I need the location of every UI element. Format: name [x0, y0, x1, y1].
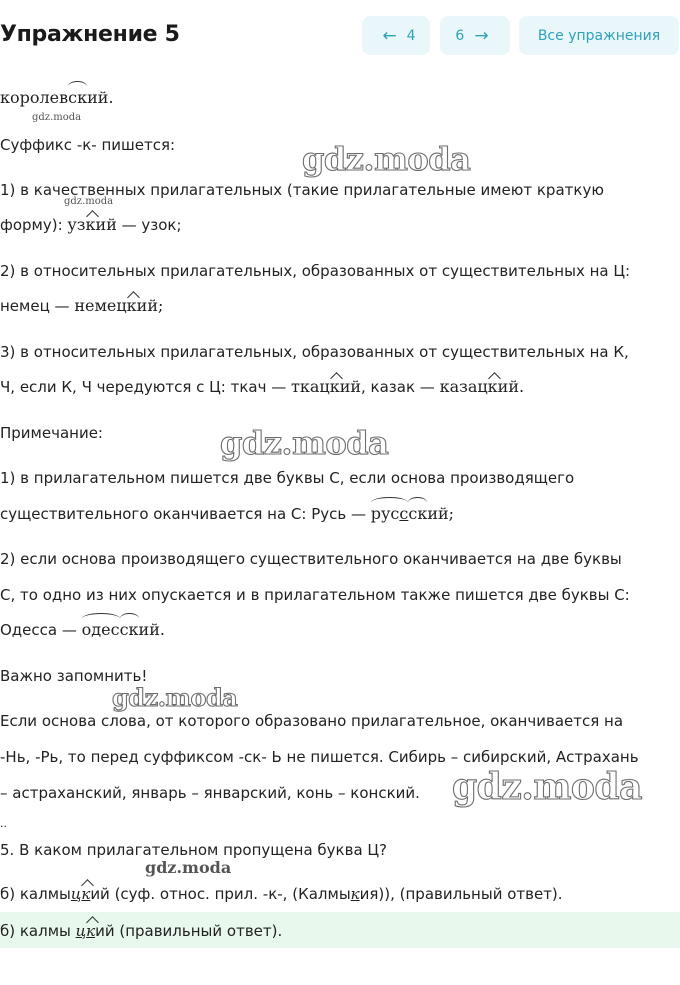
next-exercise-button[interactable] [440, 16, 510, 55]
suffix-mark: ск [119, 620, 139, 639]
note-1-line-1: 1) в прилагательном пишется две буквы С, если основа производящего [0, 469, 575, 487]
suffix-mark: к [329, 377, 340, 396]
page-header [0, 0, 680, 70]
word-part: королев [0, 88, 69, 107]
prev-exercise-button[interactable] [362, 16, 430, 55]
root-mark: русс [370, 504, 409, 523]
remember-line-2: -Нь, -Рь, то перед суффиксом -ск- Ь не пишется. Сибирь – сибирский, Астрахань [0, 748, 639, 766]
note-2-line-1: 2) если основа производящего существительного оканчивается на две буквы [0, 550, 622, 568]
watermark-small: gdz.moda [64, 196, 114, 207]
rule-1-line-2: форму): узкий — узок; [0, 215, 182, 234]
note-1-line-2: существительного оканчивается на С: Русь — руссский; [0, 504, 455, 523]
suffix-mark: ск [408, 504, 428, 523]
question-line: 5. В каком прилагательном пропущена буква Ц? [0, 841, 388, 859]
suffix-mark: к [126, 296, 137, 315]
suffix-mark: к [487, 377, 498, 396]
watermark: gdz.moda [220, 424, 389, 462]
suffix-mark: ск [68, 88, 88, 107]
rule-3-line-2: Ч, если К, Ч чередуются с Ц: ткач — ткацкий, казак — казацкий. [0, 377, 525, 396]
all-exercises-label: Все упражнения [537, 27, 661, 44]
word-part: ий. [87, 88, 114, 107]
prev-exercise-label: 4 [406, 27, 416, 44]
page-title: Упражнение 5 [0, 22, 180, 47]
root-mark: одес [81, 620, 120, 639]
watermark: gdz.moda [112, 683, 238, 712]
watermark: gdz.moda [302, 140, 471, 178]
note-2-line-2: С, то одно из них опускается и в прилагательном также пишется две буквы С: [0, 586, 630, 604]
rule-2-line-1: 2) в относительных прилагательных, образованных от существительных на Ц: [0, 262, 631, 280]
watermark-small: gdz.moda [145, 858, 232, 877]
suffix-mark: к [81, 885, 91, 903]
suffix-mark: к [85, 215, 96, 234]
watermark-small: gdz.moda [32, 112, 82, 123]
arrow-left-icon: ← [382, 25, 397, 46]
answer-line-2: б) калмы цкий (правильный ответ). [0, 922, 283, 940]
rule-2-line-2: немец — немецкий; [0, 296, 164, 315]
suffix-mark: к [86, 922, 96, 940]
remember-line-1: Если основа слова, от которого образовано прилагательное, оканчивается на [0, 712, 624, 730]
ellipsis: .. [0, 817, 7, 830]
remember-line-3: – астраханский, январь – январский, конь – конский. [0, 784, 420, 802]
note-heading: Примечание: [0, 424, 103, 442]
example-word-korolevskij [0, 88, 114, 108]
arrow-right-icon: → [474, 25, 489, 46]
rule-1-line-1: 1) в качественных прилагательных (такие прилагательные имеют краткую [0, 181, 604, 199]
answer-line-1: б) калмыцкий (суф. относ. прил. -к-, (Калмыкия)), (правильный ответ). [0, 885, 563, 903]
watermark: gdz.moda [452, 766, 642, 808]
suffix-heading: Суффикс -к- пишется: [0, 136, 176, 154]
remember-heading: Важно запомнить! [0, 667, 148, 685]
next-exercise-label: 6 [455, 27, 465, 44]
rule-3-line-1: 3) в относительных прилагательных, образованных от существительных на К, [0, 343, 629, 361]
note-2-line-3: Одесса — одесский. [0, 620, 165, 639]
all-exercises-button[interactable] [519, 16, 679, 55]
